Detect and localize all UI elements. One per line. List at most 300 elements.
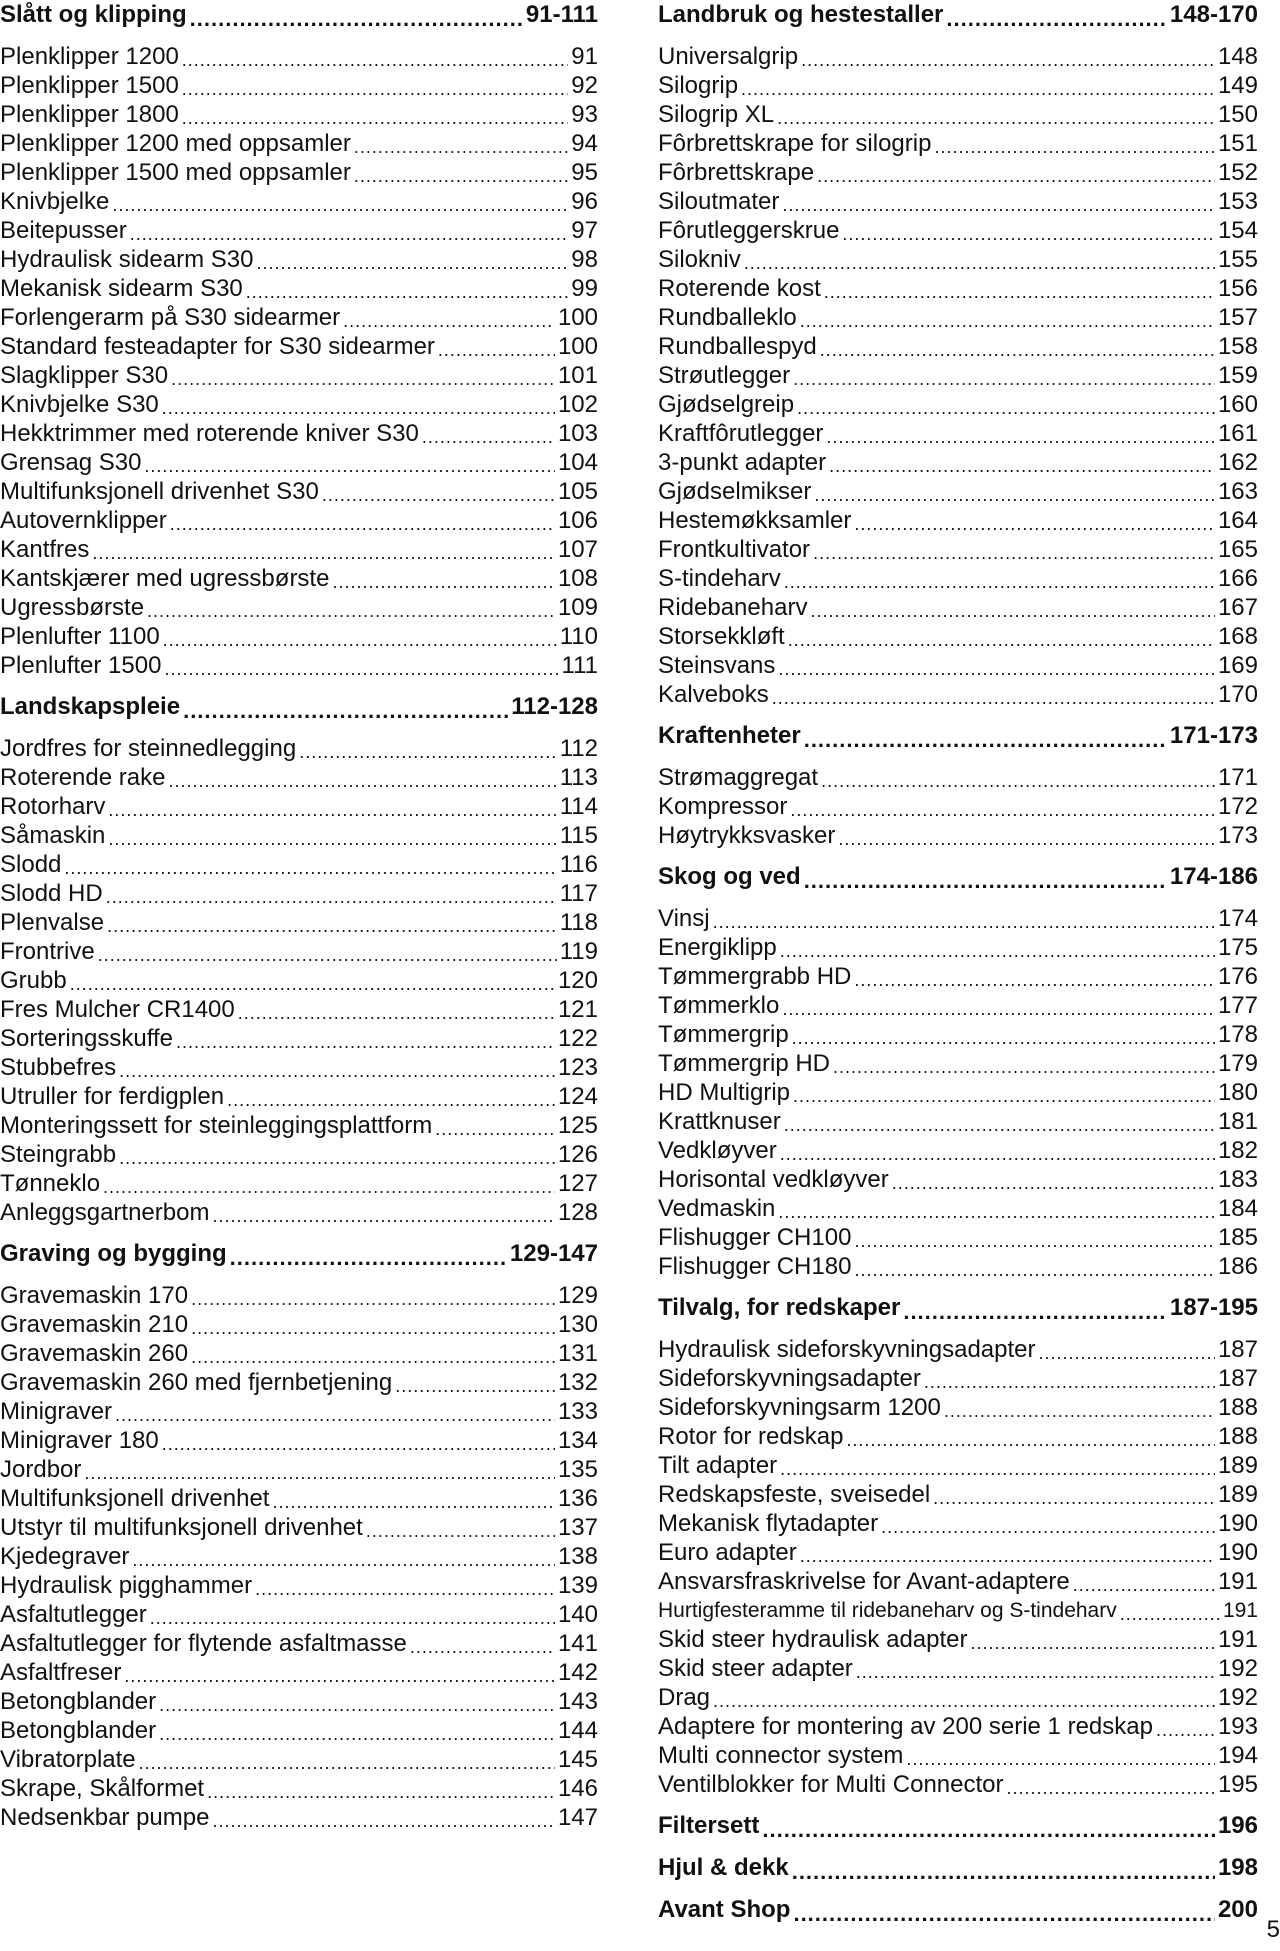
entry-label: Silogrip XL — [658, 101, 775, 128]
toc-entry[interactable] — [658, 100, 1258, 129]
toc-entry[interactable] — [0, 908, 598, 937]
entry-page: 192 — [1217, 1655, 1258, 1682]
dot-leader — [354, 129, 568, 158]
toc-entry[interactable] — [0, 129, 598, 158]
toc-entry[interactable] — [658, 1020, 1258, 1049]
section-title: Slått og klipping — [0, 1, 187, 28]
dot-leader — [422, 419, 555, 448]
toc-entry[interactable] — [658, 477, 1258, 506]
toc-entry[interactable] — [0, 245, 598, 274]
entry-page: 116 — [559, 851, 598, 878]
dot-leader — [924, 1364, 1215, 1393]
entry-page: 111 — [561, 652, 598, 679]
entry-label: Silogrip — [658, 72, 739, 99]
toc-entry[interactable] — [658, 991, 1258, 1020]
entry-page: 130 — [557, 1311, 598, 1338]
section-pages: 196 — [1217, 1812, 1258, 1839]
entry-page: 94 — [571, 130, 598, 157]
toc-entry[interactable] — [658, 1335, 1258, 1364]
toc-entry[interactable] — [0, 1111, 598, 1140]
dot-leader — [103, 1169, 555, 1198]
toc-entry[interactable] — [658, 564, 1258, 593]
toc-entry[interactable] — [658, 1770, 1258, 1799]
entry-page: 181 — [1217, 1108, 1258, 1135]
entry-label: Knivbjelke S30 — [0, 391, 159, 418]
dot-leader — [84, 1455, 555, 1484]
section-heading-tilvalg-for-redskaper[interactable] — [658, 1293, 1258, 1323]
section-heading-slatt-og-klipping[interactable] — [0, 0, 598, 30]
toc-entry[interactable] — [658, 274, 1258, 303]
toc-entry[interactable] — [0, 879, 598, 908]
dot-leader — [780, 1136, 1215, 1165]
dot-leader — [108, 821, 556, 850]
entry-page: 159 — [1217, 362, 1258, 389]
toc-entry[interactable] — [658, 1165, 1258, 1194]
entry-page: 192 — [1217, 1684, 1258, 1711]
section-pages: 91-111 — [525, 1, 598, 28]
toc-entry[interactable] — [658, 1107, 1258, 1136]
toc-entry[interactable] — [0, 419, 598, 448]
dot-leader — [856, 1654, 1215, 1683]
dot-leader — [212, 1198, 554, 1227]
dot-leader — [410, 1629, 555, 1658]
toc-entry[interactable] — [658, 1683, 1258, 1712]
toc-entry[interactable] — [0, 1571, 598, 1600]
toc-entry[interactable] — [0, 42, 598, 71]
section-gap — [658, 1323, 1258, 1335]
entry-page: 169 — [1217, 652, 1258, 679]
entry-page: 101 — [557, 362, 598, 389]
entry-page: 173 — [1217, 822, 1258, 849]
toc-entry[interactable] — [658, 1712, 1258, 1741]
entry-page: 187 — [1217, 1365, 1258, 1392]
dot-leader — [971, 1625, 1215, 1654]
dot-leader — [159, 1716, 555, 1745]
toc-entry[interactable] — [658, 187, 1258, 216]
dot-leader — [435, 1111, 555, 1140]
entry-page: 145 — [557, 1746, 598, 1773]
toc-entry[interactable] — [0, 187, 598, 216]
entry-page: 150 — [1217, 101, 1258, 128]
entry-page: 93 — [571, 101, 598, 128]
toc-entry[interactable] — [0, 158, 598, 187]
toc-entry[interactable] — [0, 1774, 598, 1803]
toc-entry[interactable] — [0, 1082, 598, 1111]
dot-leader — [1073, 1567, 1215, 1596]
section-heading-hjul-dekk[interactable] — [658, 1853, 1258, 1883]
dot-leader — [813, 535, 1215, 564]
toc-entry[interactable] — [0, 1716, 598, 1745]
entry-label: HD Multigrip — [658, 1079, 791, 1106]
entry-page: 190 — [1217, 1539, 1258, 1566]
toc-entry[interactable] — [658, 622, 1258, 651]
toc-entry[interactable] — [0, 535, 598, 564]
toc-entry[interactable] — [658, 1194, 1258, 1223]
entry-page: 178 — [1217, 1021, 1258, 1048]
entry-label: Plenvalse — [0, 909, 105, 936]
section-title: Landskapspleie — [0, 693, 181, 720]
dot-leader — [804, 721, 1167, 751]
toc-entry[interactable] — [0, 1024, 598, 1053]
toc-entry[interactable] — [0, 651, 598, 680]
dot-leader — [1007, 1770, 1215, 1799]
toc-right-column — [658, 0, 1258, 1925]
toc-entry[interactable] — [0, 937, 598, 966]
dot-leader — [191, 1310, 555, 1339]
toc-entry[interactable] — [0, 995, 598, 1024]
entry-page: 133 — [557, 1398, 598, 1425]
toc-entry[interactable] — [0, 303, 598, 332]
toc-entry[interactable] — [658, 1451, 1258, 1480]
entry-page: 108 — [557, 565, 598, 592]
dot-leader — [1120, 1596, 1220, 1625]
entry-label: Standard festeadapter for S30 sidearmer — [0, 333, 435, 360]
dot-leader — [108, 792, 556, 821]
toc-entry[interactable] — [0, 1658, 598, 1687]
toc-entry[interactable] — [0, 477, 598, 506]
entry-label: Knivbjelke — [0, 188, 110, 215]
section-pages: 148-170 — [1169, 1, 1258, 28]
entry-page: 148 — [1217, 43, 1258, 70]
toc-entry[interactable] — [658, 1654, 1258, 1683]
entry-label: Nedsenkbar pumpe — [0, 1804, 210, 1831]
toc-entry[interactable] — [0, 1339, 598, 1368]
dot-leader — [144, 448, 555, 477]
entry-page: 185 — [1217, 1224, 1258, 1251]
toc-entry[interactable] — [658, 361, 1258, 390]
toc-entry[interactable] — [0, 763, 598, 792]
toc-entry[interactable] — [658, 390, 1258, 419]
section-pages: 174-186 — [1169, 863, 1258, 890]
toc-entry[interactable] — [658, 1509, 1258, 1538]
toc-entry[interactable] — [658, 216, 1258, 245]
entry-page: 168 — [1217, 623, 1258, 650]
toc-entry[interactable] — [0, 734, 598, 763]
dot-leader — [824, 274, 1215, 303]
dot-leader — [182, 42, 569, 71]
toc-entry[interactable] — [658, 1422, 1258, 1451]
entry-page: 144 — [557, 1717, 598, 1744]
dot-leader — [814, 477, 1215, 506]
entry-label: Plenlufter 1500 — [0, 652, 162, 679]
entry-page: 174 — [1217, 905, 1258, 932]
toc-entry[interactable] — [658, 1223, 1258, 1252]
toc-entry[interactable] — [0, 1513, 598, 1542]
dot-leader — [182, 71, 569, 100]
entry-label: Adaptere for montering av 200 serie 1 redskap — [658, 1713, 1153, 1740]
section-pages: 129-147 — [509, 1240, 598, 1267]
entry-page: 112 — [559, 735, 598, 762]
dot-leader — [793, 361, 1215, 390]
section-heading-avant-shop[interactable] — [658, 1895, 1258, 1925]
entry-page: 136 — [557, 1485, 598, 1512]
toc-entry[interactable] — [658, 1136, 1258, 1165]
toc-entry[interactable] — [0, 1310, 598, 1339]
toc-entry[interactable] — [658, 821, 1258, 850]
section-heading-graving-og-bygging[interactable] — [0, 1239, 598, 1269]
entry-label: Skid steer hydraulisk adapter — [658, 1626, 968, 1653]
toc-entry[interactable] — [658, 303, 1258, 332]
entry-label: Silokniv — [658, 246, 741, 273]
dot-leader — [778, 1194, 1215, 1223]
entry-page: 106 — [557, 507, 598, 534]
section-heading-skog-og-ved[interactable] — [658, 862, 1258, 892]
toc-entry[interactable] — [658, 1480, 1258, 1509]
toc-entry[interactable] — [658, 1538, 1258, 1567]
entry-page: 107 — [557, 536, 598, 563]
toc-entry[interactable] — [0, 1745, 598, 1774]
toc-entry[interactable] — [658, 42, 1258, 71]
entry-page: 103 — [557, 420, 598, 447]
dot-leader — [343, 303, 555, 332]
toc-entry[interactable] — [0, 216, 598, 245]
dot-leader — [906, 1741, 1215, 1770]
entry-label: Jordbor — [0, 1456, 82, 1483]
dot-leader — [826, 419, 1215, 448]
dot-leader — [227, 1082, 555, 1111]
entry-label: Fôrbrettskrape for silogrip — [658, 130, 932, 157]
dot-leader — [800, 1538, 1215, 1567]
entry-label: Kompressor — [658, 793, 788, 820]
entry-page: 190 — [1217, 1510, 1258, 1537]
entry-label: Plenklipper 1200 med oppsamler — [0, 130, 351, 157]
dot-leader — [780, 1451, 1215, 1480]
entry-page: 142 — [557, 1659, 598, 1686]
toc-entry[interactable] — [0, 506, 598, 535]
dot-leader — [190, 0, 523, 30]
entry-label: Kraftfôrutlegger — [658, 420, 824, 447]
toc-entry[interactable] — [658, 1049, 1258, 1078]
entry-label: Gjødselmikser — [658, 478, 812, 505]
entry-page: 139 — [557, 1572, 598, 1599]
entry-page: 135 — [557, 1456, 598, 1483]
entry-label: Skrape, Skålformet — [0, 1775, 205, 1802]
dot-leader — [183, 692, 508, 722]
entry-label: Hurtigfesteramme til ridebaneharv og S-tindeharv — [658, 1599, 1117, 1622]
toc-entry[interactable] — [0, 1169, 598, 1198]
entry-page: 99 — [571, 275, 598, 302]
dot-leader — [354, 158, 568, 187]
dot-leader — [820, 332, 1215, 361]
toc-entry[interactable] — [658, 1078, 1258, 1107]
dot-leader — [892, 1165, 1215, 1194]
entry-page: 183 — [1217, 1166, 1258, 1193]
section-gap — [0, 1269, 598, 1281]
dot-leader — [438, 332, 555, 361]
toc-entry[interactable] — [658, 448, 1258, 477]
dot-leader — [944, 1393, 1215, 1422]
toc-entry[interactable] — [658, 1596, 1258, 1625]
toc-entry[interactable] — [658, 535, 1258, 564]
dot-leader — [793, 1895, 1215, 1925]
entry-label: Tømmergrip — [658, 1021, 789, 1048]
entry-label: Tømmergrabb HD — [658, 963, 852, 990]
entry-label: Frontrive — [0, 938, 95, 965]
entry-page: 140 — [557, 1601, 598, 1628]
dot-leader — [782, 991, 1215, 1020]
section-heading-filtersett[interactable] — [658, 1811, 1258, 1841]
toc-entry[interactable] — [658, 1252, 1258, 1281]
entry-page: 92 — [571, 72, 598, 99]
entry-page: 126 — [557, 1141, 598, 1168]
dot-leader — [139, 1745, 555, 1774]
toc-entry[interactable] — [658, 933, 1258, 962]
toc-entry[interactable] — [0, 1455, 598, 1484]
entry-label: Rotor for redskap — [658, 1423, 844, 1450]
entry-label: Mekanisk flytadapter — [658, 1510, 879, 1537]
toc-entry[interactable] — [658, 593, 1258, 622]
entry-page: 127 — [557, 1170, 598, 1197]
entry-page: 91 — [571, 43, 598, 70]
entry-page: 187 — [1217, 1336, 1258, 1363]
entry-page: 146 — [557, 1775, 598, 1802]
toc-entry[interactable] — [0, 821, 598, 850]
toc-entry[interactable] — [0, 593, 598, 622]
toc-entry[interactable] — [658, 332, 1258, 361]
dot-leader — [176, 1024, 555, 1053]
entry-page: 97 — [571, 217, 598, 244]
section-pages: 198 — [1217, 1854, 1258, 1881]
dot-leader — [1039, 1335, 1215, 1364]
toc-entry[interactable] — [658, 680, 1258, 709]
entry-label: Universalgrip — [658, 43, 799, 70]
section-heading-landbruk-og-hestestaller[interactable] — [658, 0, 1258, 30]
dot-leader — [366, 1513, 555, 1542]
entry-label: Strøutlegger — [658, 362, 791, 389]
entry-label: Minigraver — [0, 1398, 113, 1425]
entry-page: 114 — [559, 793, 598, 820]
toc-entry[interactable] — [0, 1140, 598, 1169]
entry-page: 188 — [1217, 1423, 1258, 1450]
toc-entry[interactable] — [0, 966, 598, 995]
entry-label: Ansvarsfraskrivelse for Avant-adaptere — [658, 1568, 1070, 1595]
toc-entry[interactable] — [0, 1397, 598, 1426]
toc-entry[interactable] — [658, 904, 1258, 933]
entry-label: Tømmergrip HD — [658, 1050, 830, 1077]
dot-leader — [788, 622, 1215, 651]
entry-label: Asfaltutlegger for flytende asfaltmasse — [0, 1630, 407, 1657]
entry-page: 102 — [557, 391, 598, 418]
entry-label: Høytrykksvasker — [658, 822, 836, 849]
entry-page: 184 — [1217, 1195, 1258, 1222]
toc-entry[interactable] — [0, 100, 598, 129]
toc-entry[interactable] — [658, 419, 1258, 448]
dot-leader — [946, 0, 1167, 30]
toc-entry[interactable] — [0, 274, 598, 303]
toc-entry[interactable] — [0, 1600, 598, 1629]
entry-page: 100 — [557, 304, 598, 331]
entry-label: Betongblander — [0, 1688, 157, 1715]
entry-page: 152 — [1217, 159, 1258, 186]
toc-entry[interactable] — [658, 129, 1258, 158]
toc-entry[interactable] — [658, 506, 1258, 535]
toc-entry[interactable] — [0, 1484, 598, 1513]
dot-leader — [163, 622, 557, 651]
toc-entry[interactable] — [0, 1542, 598, 1571]
toc-entry[interactable] — [0, 792, 598, 821]
entry-page: 186 — [1217, 1253, 1258, 1280]
dot-leader — [132, 1542, 555, 1571]
dot-leader — [212, 1803, 554, 1832]
entry-label: Drag — [658, 1684, 711, 1711]
toc-entry[interactable] — [0, 1629, 598, 1658]
entry-page: 96 — [571, 188, 598, 215]
toc-entry[interactable] — [0, 448, 598, 477]
entry-page: 132 — [557, 1369, 598, 1396]
entry-page: 134 — [557, 1427, 598, 1454]
entry-label: Slodd — [0, 851, 62, 878]
toc-entry[interactable] — [0, 361, 598, 390]
toc-entry[interactable] — [658, 71, 1258, 100]
entry-label: Ugressbørste — [0, 594, 145, 621]
toc-entry[interactable] — [0, 390, 598, 419]
page-number: 5 — [1266, 1916, 1280, 1943]
entry-label: Rundballespyd — [658, 333, 817, 360]
entry-label: Flishugger CH100 — [658, 1224, 852, 1251]
toc-entry[interactable] — [658, 962, 1258, 991]
toc-entry[interactable] — [658, 763, 1258, 792]
section-title: Landbruk og hestestaller — [658, 1, 944, 28]
toc-entry[interactable] — [658, 1567, 1258, 1596]
toc-entry[interactable] — [0, 1368, 598, 1397]
toc-entry[interactable] — [0, 71, 598, 100]
dot-leader — [797, 390, 1215, 419]
toc-entry[interactable] — [658, 1625, 1258, 1654]
toc-entry[interactable] — [0, 850, 598, 879]
toc-entry[interactable] — [0, 1053, 598, 1082]
toc-entry[interactable] — [658, 245, 1258, 274]
entry-label: Steinsvans — [658, 652, 776, 679]
toc-entry[interactable] — [658, 651, 1258, 680]
dot-leader — [107, 908, 557, 937]
entry-page: 176 — [1217, 963, 1258, 990]
section-heading-landskapspleie[interactable] — [0, 692, 598, 722]
toc-entry[interactable] — [658, 1364, 1258, 1393]
toc-entry[interactable] — [658, 792, 1258, 821]
toc-entry[interactable] — [658, 1393, 1258, 1422]
toc-entry[interactable] — [0, 564, 598, 593]
toc-entry[interactable] — [0, 332, 598, 361]
toc-entry[interactable] — [0, 622, 598, 651]
entry-label: Vedmaskin — [658, 1195, 776, 1222]
toc-entry[interactable] — [0, 1281, 598, 1310]
dot-leader — [800, 303, 1215, 332]
entry-label: Plenklipper 1500 — [0, 72, 179, 99]
dot-leader — [903, 1293, 1167, 1323]
dot-leader — [881, 1509, 1215, 1538]
section-heading-kraftenheter[interactable] — [658, 721, 1258, 751]
entry-label: Jordfres for steinnedlegging — [0, 735, 297, 762]
toc-entry[interactable] — [658, 1741, 1258, 1770]
toc-entry[interactable] — [0, 1426, 598, 1455]
dot-leader — [230, 1239, 507, 1269]
entry-label: Mekanisk sidearm S30 — [0, 275, 243, 302]
entry-label: Gravemaskin 260 med fjernbetjening — [0, 1369, 393, 1396]
toc-entry[interactable] — [0, 1803, 598, 1832]
entry-label: Sideforskyvningsarm 1200 — [658, 1394, 941, 1421]
dot-leader — [162, 390, 555, 419]
entry-page: 179 — [1217, 1050, 1258, 1077]
dot-leader — [98, 937, 557, 966]
entry-page: 164 — [1217, 507, 1258, 534]
toc-entry[interactable] — [0, 1687, 598, 1716]
toc-entry[interactable] — [658, 158, 1258, 187]
entry-page: 143 — [557, 1688, 598, 1715]
entry-label: Tilt adapter — [658, 1452, 778, 1479]
dot-leader — [1156, 1712, 1215, 1741]
dot-leader — [854, 962, 1215, 991]
toc-entry[interactable] — [0, 1198, 598, 1227]
